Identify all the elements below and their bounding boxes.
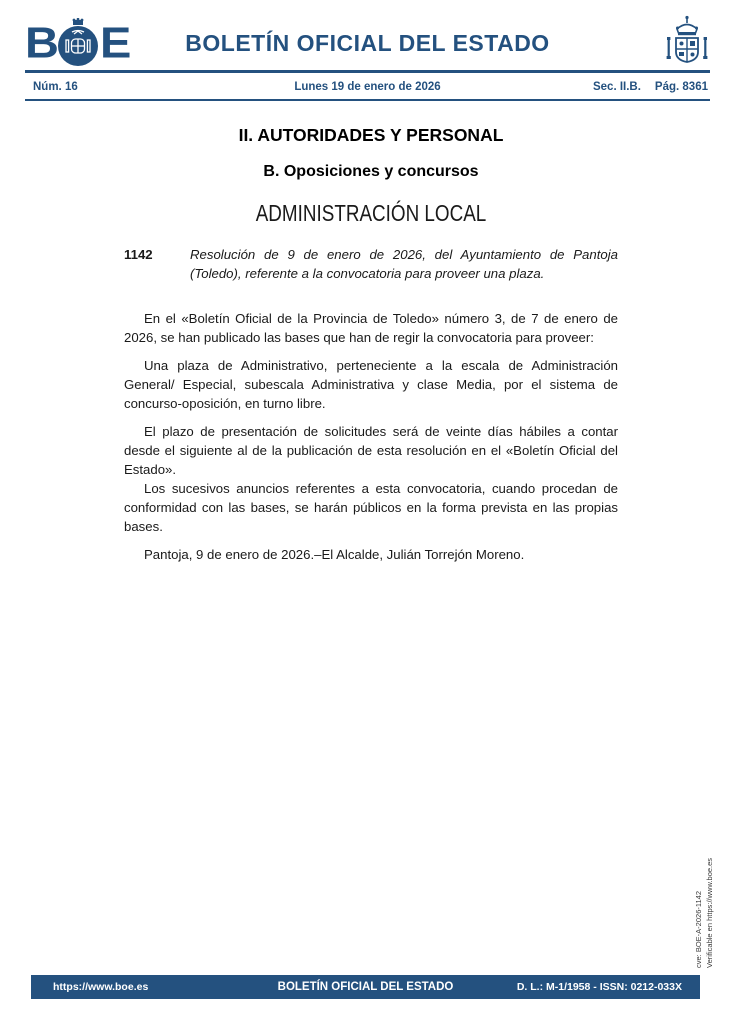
subsection-heading: B. Oposiciones y concursos: [263, 163, 479, 180]
paragraph: Los sucesivos anuncios referentes a esta convocatoria, cuando procedan de conformidad con las bases, se harán públicos en la forma prevista en las propias bases.: [124, 481, 618, 534]
header-divider-bottom: [25, 99, 710, 101]
header-divider-top: [25, 70, 710, 73]
paragraph: Una plaza de Administrativo, perteneciente a la escala de Administración General/ Especial, subescala Administrativa y clase Media, por el sistema de concurso-oposición, en turno libre.: [124, 358, 618, 411]
cve-verification-url: Verificable en https://www.boe.es: [705, 857, 714, 968]
boe-logo-letter-b: B: [25, 18, 56, 67]
header: [25, 16, 710, 70]
section-page-ref: [593, 81, 708, 93]
footer-url-link[interactable]: https://www.boe.es: [53, 981, 149, 993]
section-ref: Sec. II.B.: [592, 80, 641, 93]
cve-code: cve: BOE-A-2026-1142: [694, 891, 703, 968]
paragraph: En el «Boletín Oficial de la Provincia de Toledo» número 3, de 7 de enero de 2026, se han publicado las bases que han de regir la convocatoria para proveer:: [124, 311, 618, 345]
cve-sidebar: [693, 828, 715, 968]
paragraph: El plazo de presentación de solicitudes será de veinte días hábiles a contar desde el siguiente al de la publicación de esta resolución en el «Boletín Oficial del Estado».: [124, 424, 618, 477]
item-number: 1142: [124, 247, 153, 262]
footer-bar: [31, 975, 700, 999]
signature-line: Pantoja, 9 de enero de 2026.–El Alcalde, Julián Torrejón Moreno.: [144, 547, 525, 562]
footer-title: BOLETÍN OFICIAL DEL ESTADO: [277, 981, 454, 993]
page-title: BOLETÍN OFICIAL DEL ESTADO: [185, 29, 550, 56]
document-body: [124, 125, 618, 564]
resolution-item: [124, 245, 618, 283]
header-meta-row: [25, 74, 710, 99]
section-heading: II. AUTORIDADES Y PERSONAL: [238, 125, 504, 145]
item-title: Resolución de 9 de enero de 2026, del Ayuntamiento de Pantoja (Toledo), referente a la convocatoria para proveer una plaza.: [190, 247, 618, 281]
resolution-text: [124, 309, 618, 564]
department-heading: ADMINISTRACIÓN LOCAL: [255, 200, 487, 226]
footer-legal-ref: D. L.: M-1/1958 - ISSN: 0212-033X: [516, 981, 682, 993]
issue-number: Núm. 16: [33, 80, 78, 93]
boe-logo-letter-e: E: [99, 18, 129, 67]
page-ref: Pág. 8361: [654, 80, 708, 93]
issue-date: Lunes 19 de enero de 2026: [294, 80, 441, 93]
